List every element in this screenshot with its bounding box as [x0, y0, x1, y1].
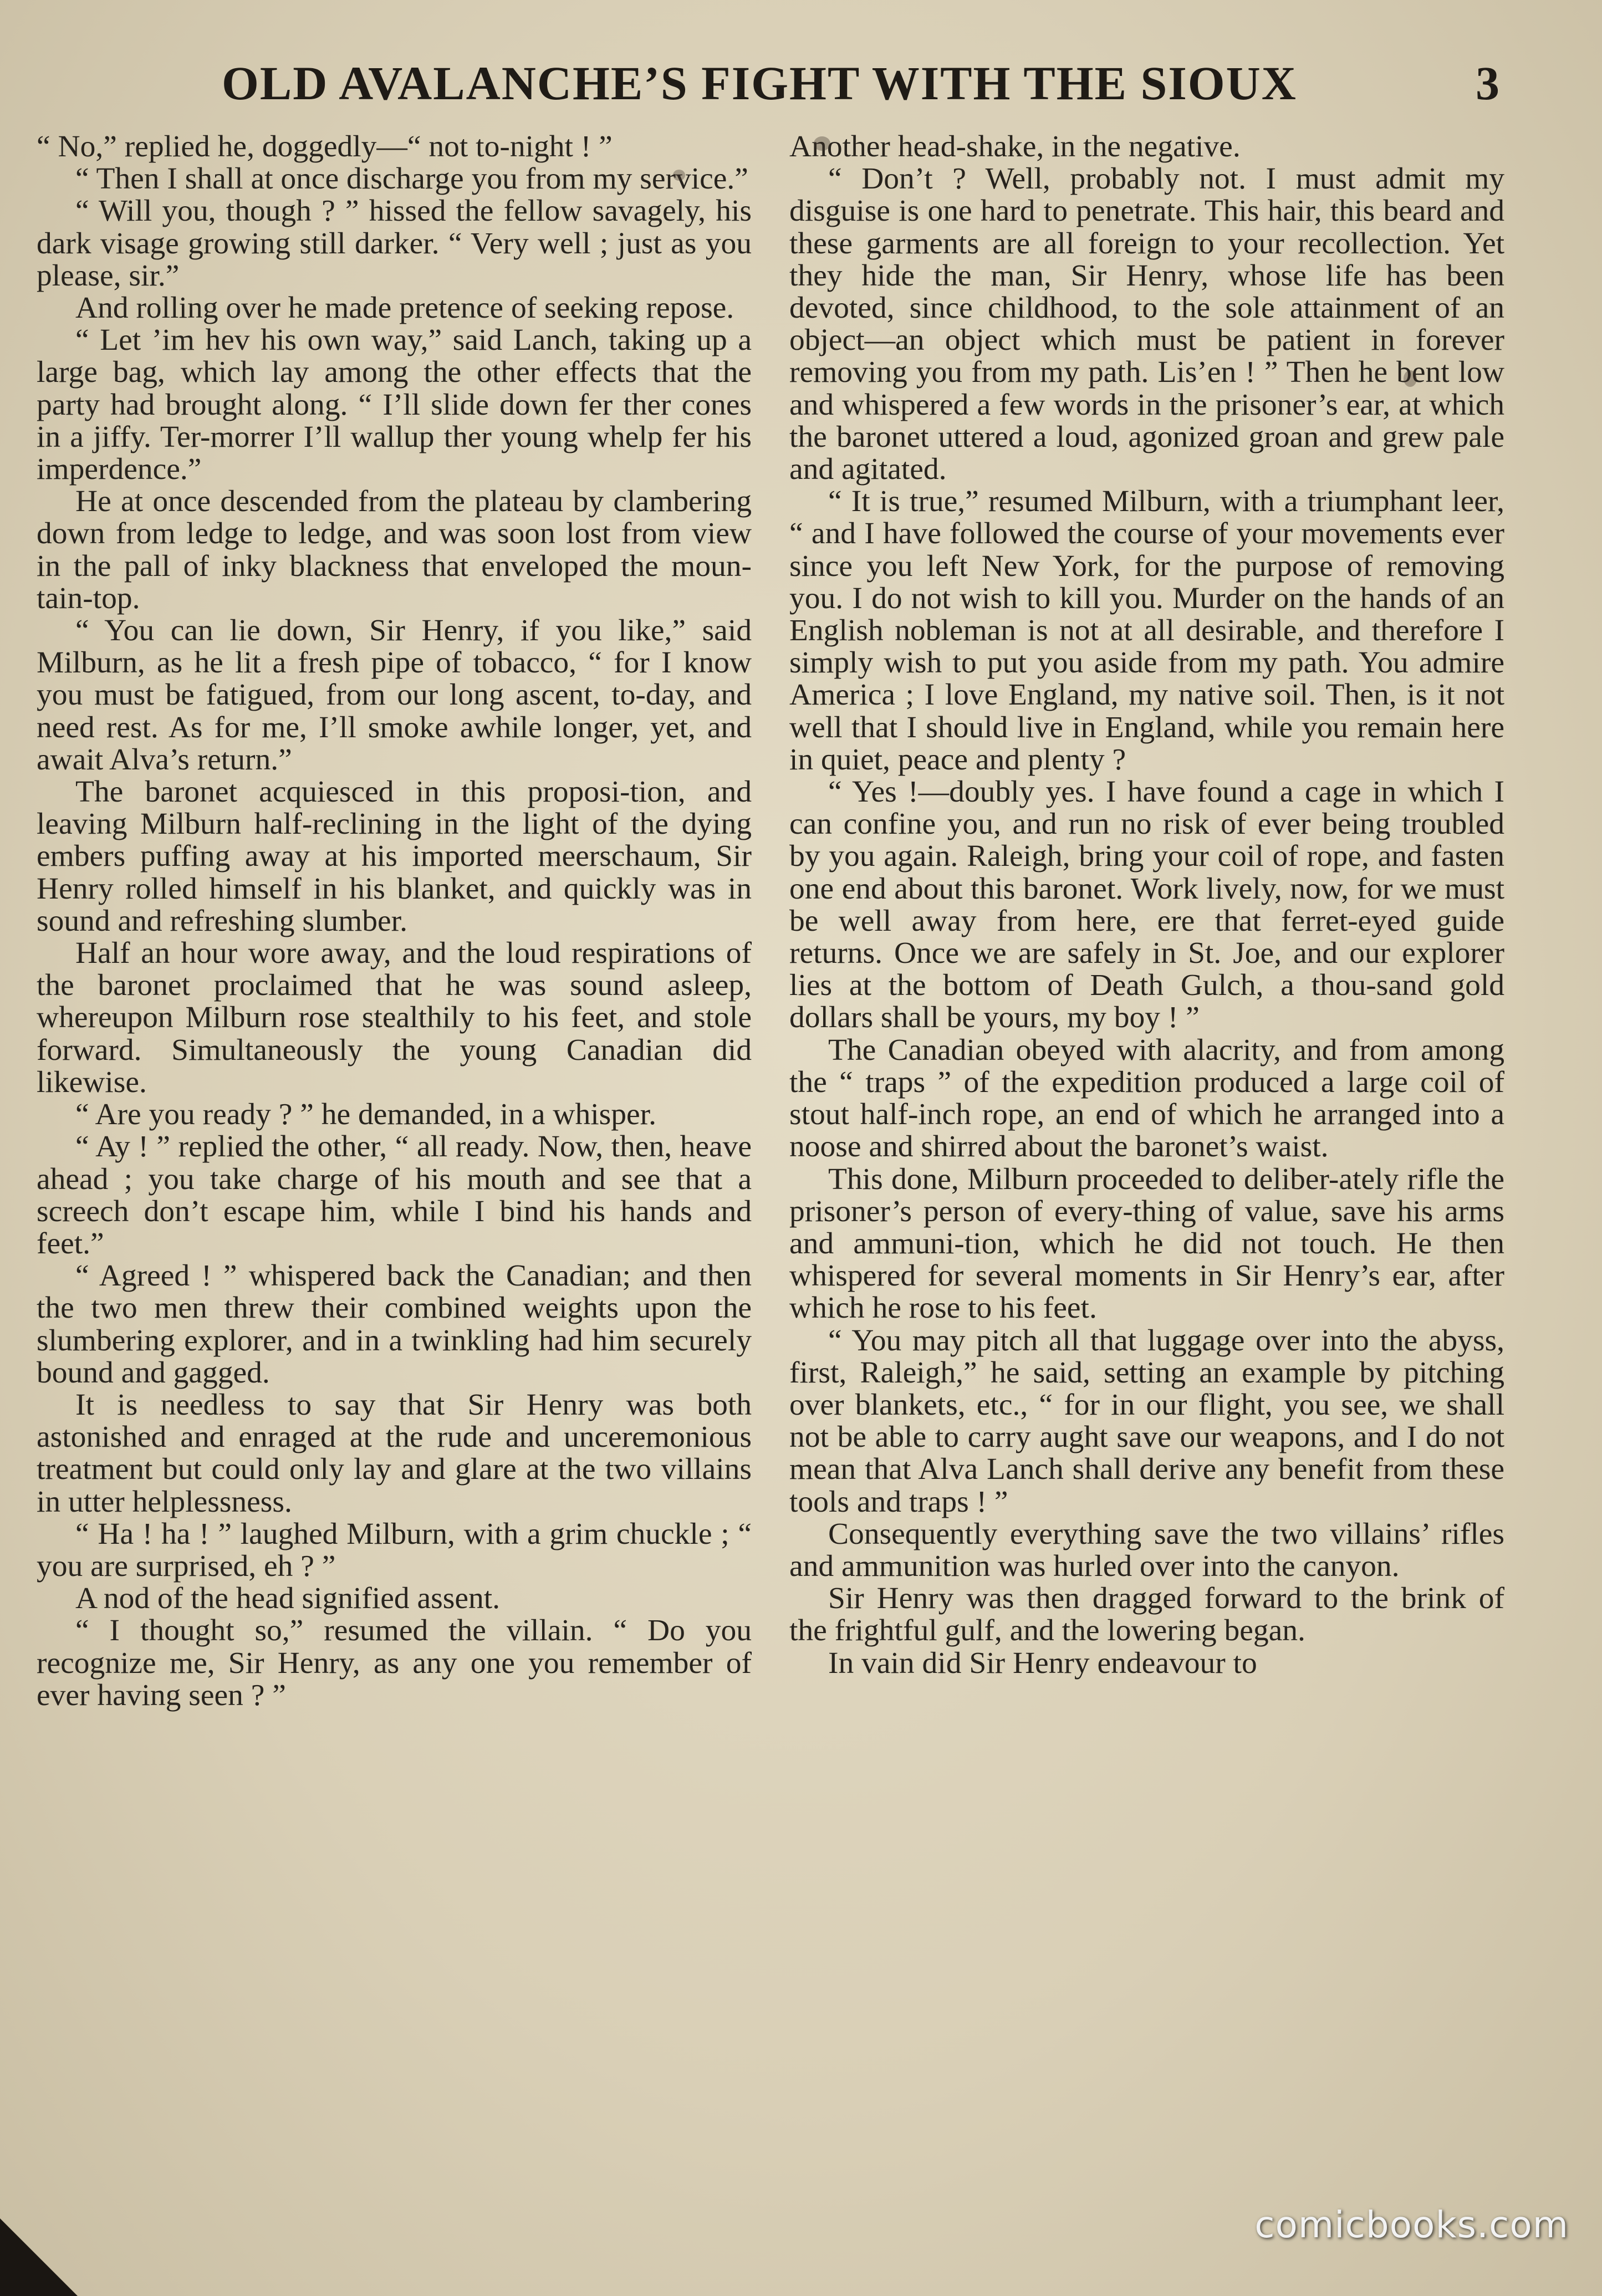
paragraph: In vain did Sir Henry endeavour to: [828, 1646, 1257, 1680]
paragraph: Another head-shake, in the negative.: [789, 130, 1241, 164]
paragraph: “ You may pitch all that luggage over into the abyss, first, Raleigh,” he said, setting an example by pitching over blankets, etc., “ for in our flight, you see, we shall not be able to carry aught save our weapons, and I do not mean that Alva Lanch shall derive any benefit from these tools and traps ! ”: [789, 1323, 1504, 1519]
paragraph: “ It is true,” resumed Milburn, with a triumphant leer, “ and I have followed the course of your movements ever since you left New York, for the purpose of removing you. I do not wish to kill you. Murder on the hands of an English nobleman is not at all desirable, and therefore I simply wish to put you aside from my path. You admire America ; I love England, my native soil. Then, is it not well that I should live in England, while you remain here in quiet, peace and plenty ?: [789, 484, 1504, 777]
paragraph: Sir Henry was then dragged forward to the brink of the frightful gulf, and the lowering began.: [789, 1581, 1504, 1648]
right-column: [789, 131, 1504, 1680]
paragraph: And rolling over he made pretence of seeking repose.: [75, 291, 734, 325]
paragraph: Consequently everything save the two villains’ rifles and ammunition was hurled over into the canyon.: [789, 1517, 1504, 1583]
paragraph: “ No,” replied he, doggedly—“ not to-night ! ”: [37, 130, 613, 164]
page-number: 3: [1476, 57, 1499, 110]
paragraph: A nod of the head signified assent.: [75, 1581, 501, 1616]
paragraph: “ Then I shall at once discharge you from my service.”: [75, 162, 748, 196]
torn-corner: [0, 2218, 78, 2296]
paragraph: Half an hour wore away, and the loud respirations of the baronet proclaimed that he was sound asleep, whereupon Milburn rose stealthily to his feet, and stole forward. Simultaneously the young Canadian did likewise.: [37, 936, 752, 1099]
ink-blemish: [814, 136, 830, 151]
paragraph: The Canadian obeyed with alacrity, and from among the “ traps ” of the expedition produced a large coil of stout half-inch rope, an end of which he arranged into a noose and shirred about the baronet’s waist.: [789, 1033, 1504, 1164]
paragraph: “ Ay ! ” replied the other, “ all ready. Now, then, heave ahead ; you take charge of his mouth and see that a screech don’t escape him, while I bind his hands and feet.”: [37, 1130, 752, 1261]
paragraph: The baronet acquiesced in this proposi-tion, and leaving Milburn half-reclining in the light of the dying embers puffing away at his imported meerschaum, Sir Henry rolled himself in his blanket, and quickly was in sound and refreshing slumber.: [37, 775, 752, 938]
paragraph: “ Are you ready ? ” he demanded, in a whisper.: [75, 1098, 656, 1132]
paragraph: This done, Milburn proceeded to deliber-ately rifle the prisoner’s person of every-thing of value, save his arms and ammuni-tion, which he did not touch. He then whispered for several moments in Sir Henry’s ear, after which he rose to his feet.: [789, 1162, 1504, 1325]
left-column: [37, 131, 752, 1712]
ink-blemish: [673, 170, 685, 181]
ink-blemish: [1404, 370, 1417, 387]
paragraph: “ Let ’im hev his own way,” said Lanch, taking up a large bag, which lay among the other effects that the party had brought along. “ I’ll slide down fer ther cones in a jiffy. Ter-morrer I’ll wallup ther young whelp fer his imperdence.”: [37, 323, 752, 487]
paragraph: “ Agreed ! ” whispered back the Canadian; and then the two men threw their combined weights upon the slumbering explorer, and in a twinkling had him securely bound and gagged.: [37, 1259, 752, 1390]
watermark-text: comicbooks.com: [1254, 2203, 1569, 2246]
paragraph: “ Ha ! ha ! ” laughed Milburn, with a grim chuckle ; “ you are surprised, eh ? ”: [37, 1517, 752, 1583]
paragraph: “ Will you, though ? ” hissed the fellow savagely, his dark visage growing still darker. “ Very well ; just as you please, sir.”: [37, 194, 752, 293]
paragraph: “ Yes !—doubly yes. I have found a cage in which I can confine you, and run no risk of ever being troubled by you again. Raleigh, bring your coil of rope, and fasten one end about this baronet. Work lively, now, for we must be well away from here, ere that ferret-eyed guide returns. Once we are safely in St. Joe, and our explorer lies at the bottom of Death Gulch, a thou-sand gold dollars shall be yours, my boy ! ”: [789, 775, 1504, 1035]
paragraph: “ Don’t ? Well, probably not. I must admit my disguise is one hard to penetrate. This hair, this beard and these garments are all foreign to your recollection. Yet they hide the man, Sir Henry, whose life has been devoted, since childhood, to the sole attainment of an object—an object which must be patient in forever removing you from my path. Lis’en ! ” Then he bent low and whispered a few words in the prisoner’s ear, at which the baronet uttered a loud, agonized groan and grew pale and agitated.: [789, 162, 1504, 487]
paragraph: It is needless to say that Sir Henry was both astonished and enraged at the rude and unceremonious treatment but could only lay and glare at the two villains in utter helplessness.: [37, 1387, 752, 1519]
paragraph: “ I thought so,” resumed the villain. “ Do you recognize me, Sir Henry, as any one you remember of ever having seen ? ”: [37, 1614, 752, 1712]
paragraph: He at once descended from the plateau by clambering down from ledge to ledge, and was soon lost from view in the pall of inky blackness that enveloped the moun-tain-top.: [37, 484, 752, 615]
running-header-title: OLD AVALANCHE’S FIGHT WITH THE SIOUX: [222, 57, 1297, 110]
paragraph: “ You can lie down, Sir Henry, if you like,” said Milburn, as he lit a fresh pipe of tobacco, “ for I know you must be fatigued, from our long ascent, to-day, and need rest. As for me, I’ll smoke awhile longer, yet, and await Alva’s return.”: [37, 614, 752, 777]
